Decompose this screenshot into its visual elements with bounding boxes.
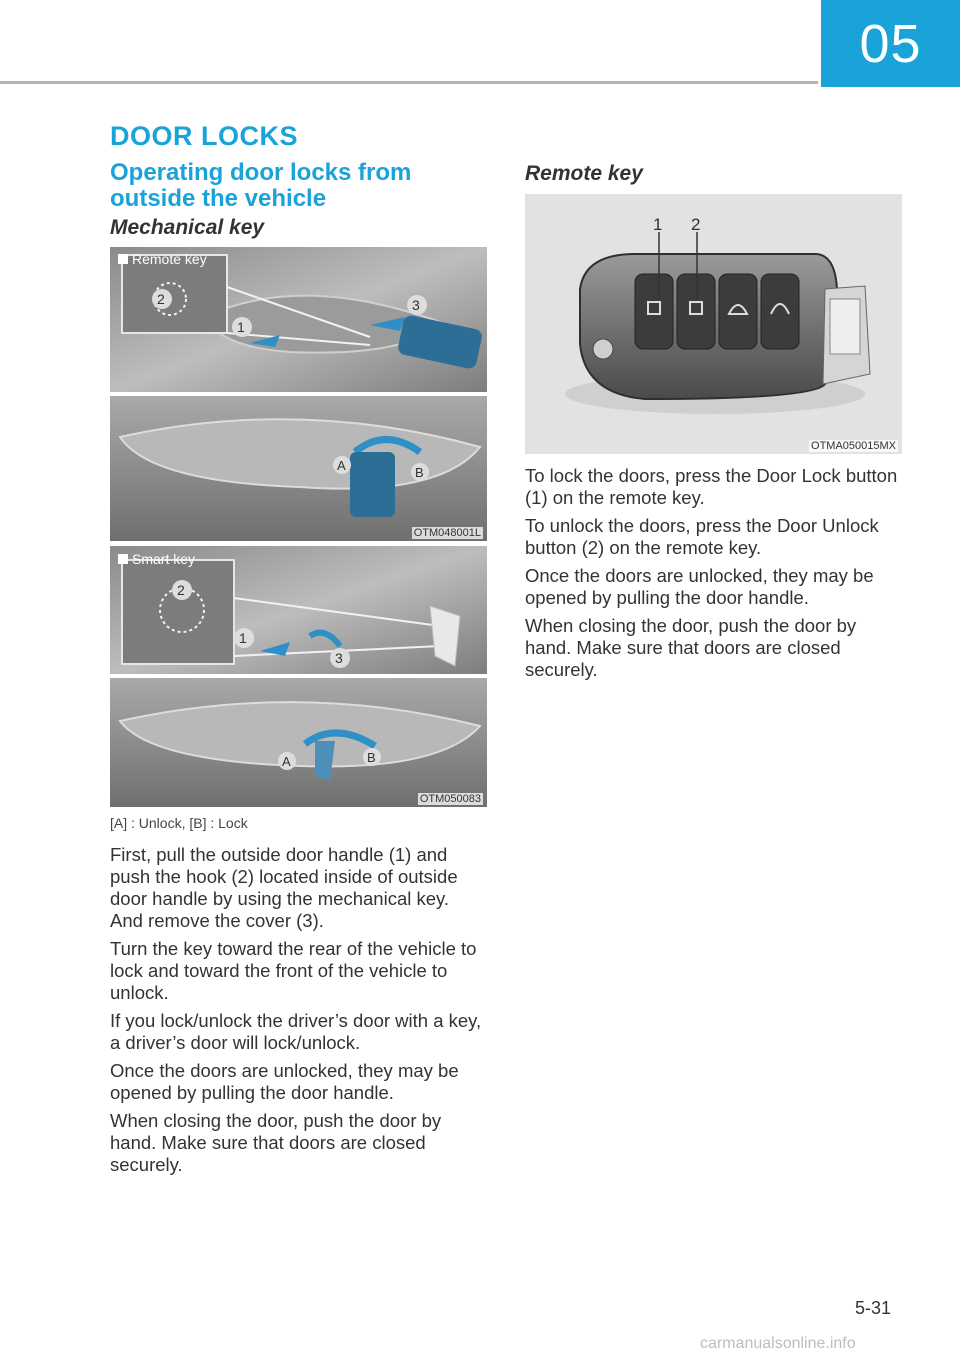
svg-text:A: A: [282, 754, 291, 769]
left-paragraph: If you lock/unlock the driver’s door with a key, a driver’s door will lock/unlock.: [110, 1010, 482, 1053]
svg-text:A: A: [337, 458, 346, 473]
figure-caption: [A] : Unlock, [B] : Lock: [110, 815, 248, 831]
left-paragraph: Turn the key toward the rear of the vehicle to lock and toward the front of the vehicle to unlock.: [110, 938, 477, 1003]
header-rule: [0, 81, 818, 84]
watermark: carmanualsonline.info: [700, 1335, 856, 1352]
svg-text:B: B: [415, 465, 424, 480]
page-number: 5-31: [855, 1298, 892, 1318]
figure-code-2: OTM050083: [419, 793, 481, 805]
chapter-tab: 05: [821, 0, 960, 87]
section-subtitle: Operating door locks from outside the vehicle: [110, 159, 412, 212]
svg-text:2: 2: [177, 582, 185, 598]
svg-text:2: 2: [691, 215, 701, 234]
section-title: DOOR LOCKS: [110, 121, 299, 151]
door-handle-illustration-1: [110, 247, 487, 541]
left-paragraph: First, pull the outside door handle (1) and push the hook (2) located inside of outside door handle by using the mechanical key. And remove the cover (3).: [110, 844, 458, 931]
mechanical-key-heading: Mechanical key: [110, 216, 265, 239]
svg-text:2: 2: [157, 291, 165, 307]
svg-text:1: 1: [653, 215, 663, 234]
right-body: [525, 465, 903, 687]
svg-text:B: B: [367, 750, 376, 765]
door-handle-illustration-2: [110, 546, 487, 807]
remote-key-heading: Remote key: [525, 162, 643, 185]
svg-text:3: 3: [412, 297, 420, 313]
right-paragraph: Once the doors are unlocked, they may be opened by pulling the door handle.: [525, 565, 874, 608]
figure-code-1: OTM048001L: [413, 527, 481, 539]
remote-key-fob-illustration: [525, 194, 902, 454]
left-body: [110, 844, 485, 1182]
square-bullet-icon: [118, 554, 128, 564]
right-paragraph: To unlock the doors, press the Door Unlock button (2) on the remote key.: [525, 515, 879, 558]
figure-code-3: OTMA050015MX: [811, 440, 896, 452]
smart-key-label: Smart key: [118, 551, 195, 567]
left-paragraph: Once the doors are unlocked, they may be opened by pulling the door handle.: [110, 1060, 459, 1103]
square-bullet-icon: [118, 254, 128, 264]
left-paragraph: When closing the door, push the door by hand. Make sure that doors are closed securely.: [110, 1110, 442, 1175]
figure-remote-key-mechanical: [110, 247, 487, 541]
svg-text:1: 1: [239, 630, 247, 646]
right-paragraph: When closing the door, push the door by hand. Make sure that doors are closed securely.: [525, 615, 857, 680]
svg-text:1: 1: [237, 319, 245, 335]
right-paragraph: To lock the doors, press the Door Lock button (1) on the remote key.: [525, 465, 898, 508]
figure-remote-key-fob: [525, 194, 902, 454]
figure-smart-key-mechanical: [110, 546, 487, 807]
remote-key-label: Remote key: [118, 251, 207, 267]
svg-text:3: 3: [335, 650, 343, 666]
